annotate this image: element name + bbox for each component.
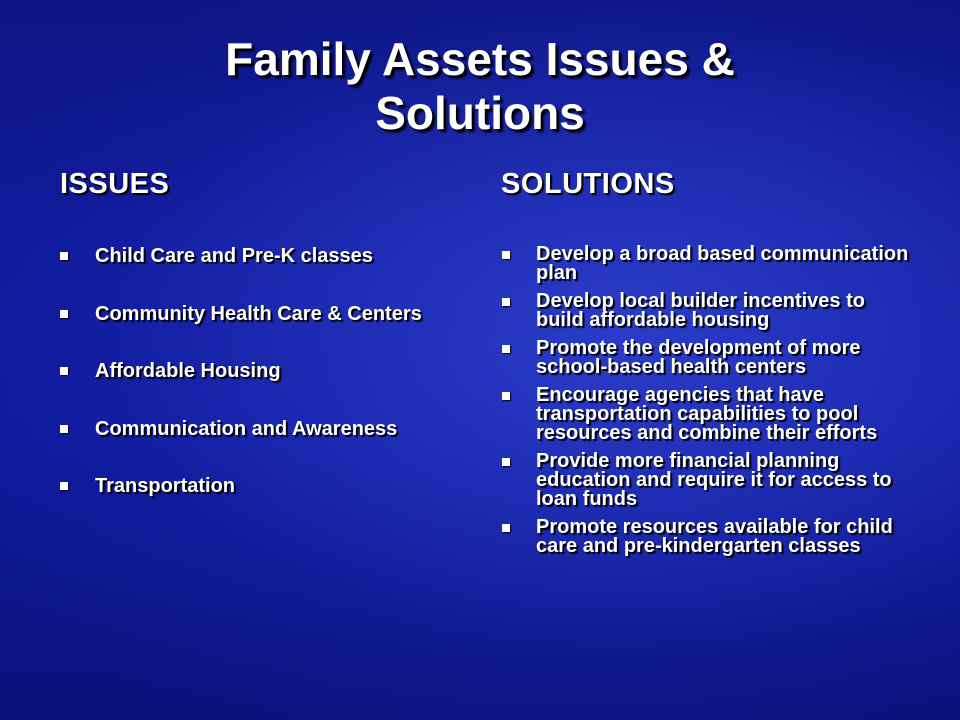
solution-item-text: Develop a broad based communication plan [536, 243, 909, 284]
square-bullet-icon [60, 252, 68, 260]
slide-title-line-2: Solutions [375, 87, 585, 139]
slide-title-line-1: Family Assets Issues & [225, 33, 735, 85]
issue-item-text: Transportation [95, 475, 236, 497]
square-bullet-icon [502, 251, 510, 259]
square-bullet-icon [60, 482, 68, 490]
solution-item-text: Promote resources available for child care and pre-kindergarten classes [536, 516, 893, 557]
square-bullet-icon [502, 298, 510, 306]
solution-item [502, 339, 912, 377]
solution-item [502, 386, 912, 443]
issue-item [60, 303, 460, 325]
solution-item [502, 452, 912, 509]
solutions-list [502, 245, 912, 565]
issue-item [60, 475, 460, 497]
solution-item-text: Promote the development of more school-based health centers [536, 337, 861, 378]
solution-item-text: Develop local builder incentives to build affordable housing [536, 290, 865, 331]
square-bullet-icon [60, 367, 68, 375]
issue-item-text: Community Health Care & Centers [95, 303, 422, 325]
square-bullet-icon [502, 458, 510, 466]
issue-item [60, 360, 460, 382]
square-bullet-icon [502, 392, 510, 400]
solutions-header: SOLUTIONS [501, 168, 675, 200]
square-bullet-icon [60, 310, 68, 318]
slide-title [0, 32, 960, 140]
issues-header: ISSUES [60, 168, 170, 200]
issue-item-text: Child Care and Pre-K classes [95, 245, 373, 267]
solution-item-text: Provide more financial planning education and require it for access to loan funds [536, 450, 892, 510]
issue-item [60, 418, 460, 440]
issue-item [60, 245, 460, 267]
solution-item-text: Encourage agencies that have transportation capabilities to pool resources and combine their efforts [536, 384, 878, 444]
square-bullet-icon [502, 345, 510, 353]
square-bullet-icon [60, 425, 68, 433]
issues-list [60, 245, 460, 497]
square-bullet-icon [502, 524, 510, 532]
issue-item-text: Affordable Housing [95, 360, 281, 382]
solution-item [502, 245, 912, 283]
solution-item [502, 292, 912, 330]
issue-item-text: Communication and Awareness [95, 418, 398, 440]
solution-item [502, 518, 912, 556]
